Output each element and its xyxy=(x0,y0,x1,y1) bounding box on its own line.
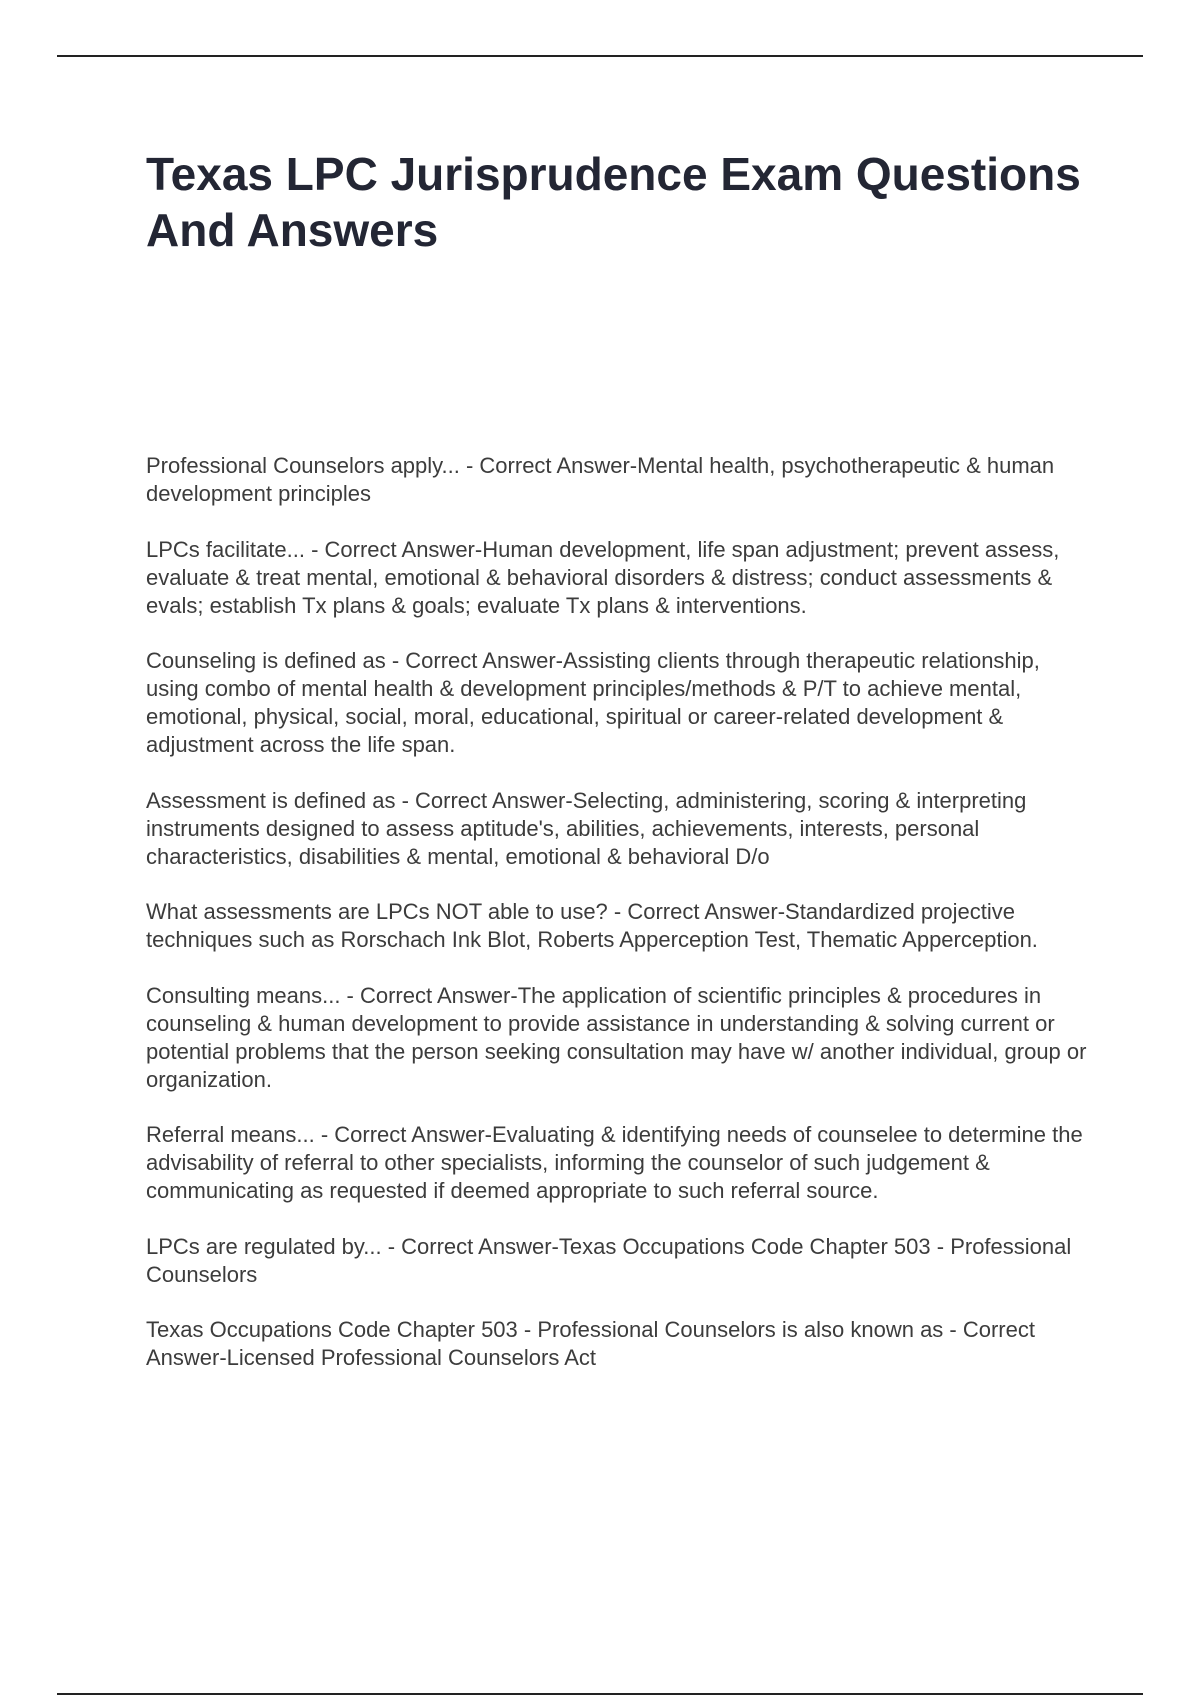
qa-item: LPCs are regulated by... - Correct Answer-Texas Occupations Code Chapter 503 - Professional Counselors xyxy=(146,1233,1072,1287)
bottom-divider xyxy=(57,1693,1143,1695)
qa-item: Consulting means... - Correct Answer-The application of scientific principles & procedures in counseling & human development to provide assistance in understanding & solving current or potential problems that the person seeking consultation may have w/ another individual, group or organization. xyxy=(146,982,1087,1092)
qa-item: Referral means... - Correct Answer-Evaluating & identifying needs of counselee to determine the advisability of referral to other specialists, informing the counselor of such judgement & communicating as requested if deemed appropriate to such referral source. xyxy=(146,1122,1083,1203)
top-divider xyxy=(57,55,1143,57)
qa-item: Professional Counselors apply... - Correct Answer-Mental health, psychotherapeutic & human development principles xyxy=(146,453,1055,506)
qa-item: Counseling is defined as - Correct Answer-Assisting clients through therapeutic relationship, using combo of mental health & development principles/methods & P/T to achieve mental, emotional, physical, social, moral, educational, spiritual or career-related development & adjustment across the life span. xyxy=(146,648,1040,757)
qa-item: LPCs facilitate... - Correct Answer-Human development, life span adjustment; prevent assess, evaluate & treat mental, emotional & behavioral disorders & distress; conduct assessments & evals; establish Tx plans & goals; evaluate Tx plans & interventions. xyxy=(146,536,1060,618)
qa-item: What assessments are LPCs NOT able to use? - Correct Answer-Standardized projective techniques such as Rorschach Ink Blot, Roberts Apperception Test, Thematic Apperception. xyxy=(146,899,1038,952)
qa-list xyxy=(146,452,1096,1400)
page-title: Texas LPC Jurisprudence Exam Questions And Answers xyxy=(146,148,1081,256)
qa-item: Assessment is defined as - Correct Answer-Selecting, administering, scoring & interpreting instruments designed to assess aptitude's, abilities, achievements, interests, personal characteristics, disabilities & mental, emotional & behavioral D/o xyxy=(146,787,1027,869)
qa-item: Texas Occupations Code Chapter 503 - Professional Counselors is also known as - Correct Answer-Licensed Professional Counselors Act xyxy=(146,1317,1035,1370)
